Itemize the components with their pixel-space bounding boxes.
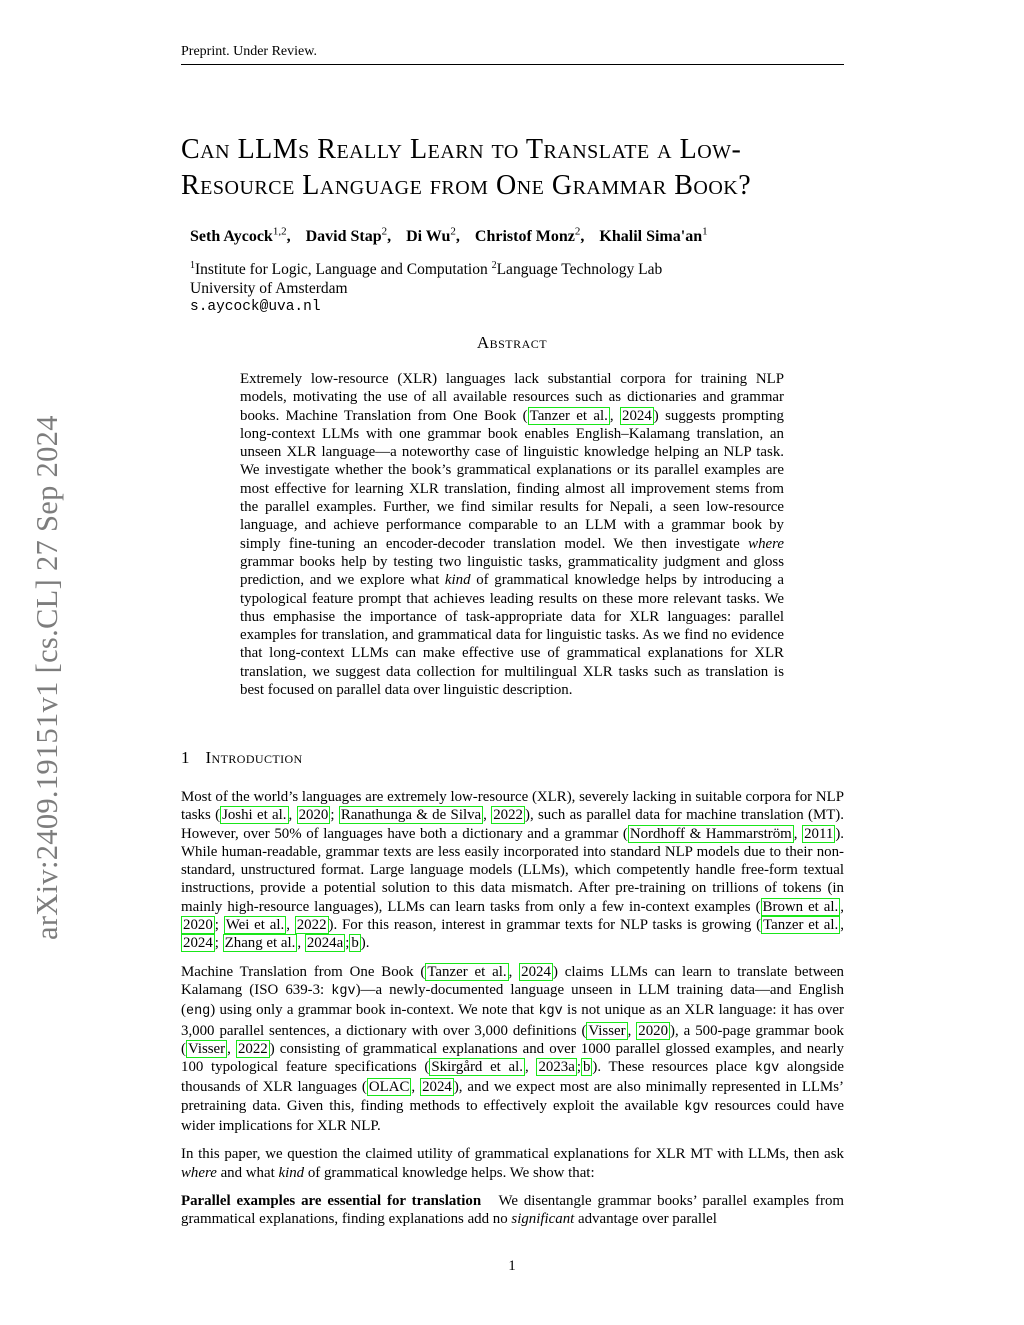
- affiliation-mark: 1: [190, 260, 195, 271]
- citation-link[interactable]: Tanzer et al.: [763, 917, 839, 934]
- citation-link[interactable]: b: [582, 1059, 591, 1076]
- emphasis: where: [748, 535, 784, 552]
- citation-link[interactable]: Joshi et al.: [222, 807, 287, 824]
- text: ;: [345, 935, 350, 952]
- author-affiliation-mark: 2: [381, 226, 388, 238]
- citation-link[interactable]: Ranathunga & de Silva: [340, 807, 482, 824]
- page-number: 1: [508, 1258, 516, 1274]
- running-head: Preprint. Under Review.: [181, 44, 844, 65]
- author-affiliation-mark: 1: [702, 226, 708, 238]
- citation-link[interactable]: 2011: [804, 825, 834, 842]
- text: ,: [627, 1022, 637, 1039]
- abstract-body: Extremely low-resource (XLR) languages lack substantial corpora for training NLP models, motivating the use of all available resources such as dictionaries and grammar books. Machine Translation from One Book ( Tanzer et al. , 2024 ) suggests prompting long-context LLMs with one grammar book enables English–Kalamang translation, an unseen XLR language—a noteworthy case of linguistic knowledge helping an NLP task. We investigate whether the book’s grammatical explanations or its parallel examples are most effective for learning XLR translation, finding almost all improvement stems from the parallel examples. Further, we find similar results for Nepali, a seen low-resource language, and achieve performance comparable to an LLM with a grammar book by simply fine-tuning an encoder-decoder translation model. We then investigate where grammar books help by testing two linguistic tasks, grammaticality judgment and gloss prediction, and we explore what kind of grammatical knowledge helps by introducing a typological feature prompt that achieves leading results on these more relevant tasks. We thus emphasise the importance of task-appropriate data for XLR languages: parallel examples for translation, and grammatical data for linguistic tasks. As we find no evidence that long-context LLMs can make effective use of grammatical explanations for XLR translation, we suggest data collection for multilingual XLR tasks such as translation is best focused on parallel data over linguistic description.: [240, 371, 784, 699]
- text: ,: [840, 898, 844, 915]
- author: Di Wu$^2$,: [406, 226, 460, 246]
- text: ). While human-readable, grammar texts are less easily incorporated into standard NLP models due to their non-standard, unstructured format. Large language models (LLMs), which competently handle free-form textual instructions, provide a potential solution to this data mismatch. After pre-training on trillions of tokens (in mainly high-resource languages), LLMs can learn tasks from only a few in-context examples (: [181, 825, 844, 915]
- text: ), and we expect most are also minimally represented in LLMs’ pretraining data. Given this, finding methods to effectively exploit the available: [181, 1079, 845, 1114]
- text: and what: [216, 1164, 279, 1181]
- introduction-body: [181, 788, 848, 1239]
- citation-link[interactable]: 2022: [237, 1040, 268, 1057]
- author-list: [190, 226, 719, 246]
- institution-2: Language Technology Lab: [496, 261, 663, 279]
- text: resources could have wider implications for XLR NLP.: [181, 1097, 844, 1135]
- author-affiliation-mark: 2: [574, 226, 581, 238]
- paragraph: [181, 1145, 844, 1182]
- text: ,: [227, 1040, 236, 1057]
- code-term: kgv: [538, 1004, 563, 1020]
- citation-link[interactable]: 2020: [183, 917, 213, 934]
- code-term: kgv: [684, 1099, 709, 1115]
- university: University of Amsterdam: [190, 280, 348, 298]
- text: advantage over parallel: [574, 1211, 717, 1228]
- text: Most of the world’s languages are extremely low-resource (XLR), severely lacking in suitable corpora for NLP tasks (: [181, 789, 844, 824]
- text: ,: [411, 1079, 421, 1096]
- text: Machine Translation from One Book (: [181, 963, 426, 980]
- citation-link[interactable]: Nordhoff & Hammarström: [629, 825, 792, 842]
- text: Extremely low-resource (XLR) languages lack substantial corpora for training NLP models, motivating the use of all available resources such as dictionaries and grammar books. Machine Translation from One Book (: [240, 371, 784, 424]
- author: David Stap$^2$,: [305, 226, 392, 246]
- text: ;: [214, 917, 224, 934]
- citation-link[interactable]: 2022: [493, 807, 523, 824]
- author-name: Di Wu: [406, 228, 451, 246]
- citation-link[interactable]: Tanzer et al.: [427, 963, 507, 980]
- title-line-1: Can LLMs Really Learn to Translate a Low-: [181, 134, 742, 165]
- text: ,: [286, 917, 295, 934]
- email-link[interactable]: s.aycock@uva.nl: [190, 299, 321, 316]
- citation-link[interactable]: Visser: [187, 1040, 226, 1057]
- text: ,: [793, 825, 803, 842]
- text: ) consisting of grammatical explanations and over 1000 parallel glossed examples, and nearly 100 typological feature specifications (: [181, 1040, 844, 1076]
- text: grammar books help by testing two linguistic tasks, grammaticality judgment and gloss prediction, and we explore what: [240, 553, 784, 589]
- paragraph: [181, 1192, 848, 1229]
- text: of grammatical knowledge helps by introducing a typological feature prompt that achieves leading results on these more relevant tasks. We thus emphasise the importance of task-appropriate data for XLR languages: parallel examples for translation, and grammatical data for linguistic tasks. As we find no evidence that long-context LLMs can make effective use of grammatical explanations for XLR translation, we suggest data collection for multilingual XLR tasks such as translation is best focused on parallel data over linguistic description.: [240, 572, 784, 699]
- citation-link[interactable]: 2023a: [538, 1059, 575, 1076]
- text: ,: [483, 807, 492, 824]
- paper-title: [181, 132, 861, 204]
- author: [599, 228, 707, 245]
- citation-link[interactable]: 2024: [183, 935, 213, 952]
- citation-link[interactable]: 2020: [298, 807, 329, 824]
- author: Christof Monz$^2$,: [474, 226, 585, 246]
- emphasis: kind: [278, 1164, 305, 1181]
- text: ) suggests prompting long-context LLMs with one grammar book enables English–Kalamang translation, an unseen XLR language—a noteworthy case of linguistic knowledge helping an NLP task. We investigate whether the book’s grammatical explanations or its parallel examples are most effective for learning XLR translation, finding almost all improvement stems from the parallel examples. Further, we find similar results for Nepali, a seen low-resource language, and achieve performance comparable to an LLM with a grammar book by simply fine-tuning an encoder-decoder translation model. We then investigate: [240, 407, 784, 552]
- author-name: Seth Aycock: [190, 228, 273, 246]
- abstract-heading: Abstract: [476, 333, 548, 352]
- text: ,: [288, 807, 297, 824]
- citation-link[interactable]: 2022: [296, 917, 327, 934]
- text: ,: [525, 1059, 537, 1076]
- emphasis: significant: [511, 1211, 575, 1228]
- code-term: kgv: [331, 983, 356, 999]
- affiliation-mark: 2: [491, 260, 497, 271]
- citation-link[interactable]: 2020: [638, 1022, 669, 1039]
- author-name: Christof Monz: [474, 228, 575, 246]
- author-affiliation-mark: 2: [450, 226, 456, 238]
- paragraph: [181, 963, 844, 1136]
- citation-link[interactable]: 2024a: [306, 935, 344, 952]
- title-line-2: Resource Language from One Grammar Book?: [181, 170, 752, 201]
- citation-link[interactable]: 2024: [622, 407, 652, 424]
- emphasis: where: [181, 1164, 217, 1181]
- author-name: David Stap: [305, 228, 382, 246]
- emphasis: kind: [444, 572, 471, 589]
- text: is not unique as an XLR language: it has over 3,000 parallel sentences, a dictionary with over 3,000 definitions (: [181, 1002, 844, 1039]
- text: of grammatical knowledge helps. We show that:: [304, 1164, 595, 1181]
- institution-1: Institute for Logic, Language and Computation: [195, 261, 488, 279]
- code-term: eng: [185, 1004, 211, 1020]
- text: alongside thousands of XLR languages (: [181, 1059, 844, 1096]
- citation-link[interactable]: OLAC: [368, 1079, 410, 1096]
- author: Seth Aycock$^{1,2}$,: [190, 226, 291, 246]
- text: ). For this reason, interest in grammar texts for NLP tasks is growing (: [328, 917, 762, 934]
- citation-link[interactable]: b: [351, 935, 359, 952]
- text: ) claims LLMs can learn to translate between Kalamang (ISO 639-3:: [181, 963, 845, 998]
- text: ;: [576, 1059, 581, 1076]
- text: ,: [840, 917, 844, 934]
- text: ). These resources place: [592, 1059, 755, 1076]
- citation-link[interactable]: Brown et al.: [762, 898, 839, 915]
- citation-link[interactable]: Wei et al.: [225, 917, 285, 934]
- institutions-line: [190, 256, 662, 279]
- section-title: Introduction: [205, 748, 303, 767]
- citation-link[interactable]: 2024: [422, 1079, 452, 1096]
- text: ), such as parallel data for machine translation (MT). However, over 50% of languages have both a dictionary and a grammar (: [181, 807, 844, 842]
- text: ) using only a grammar book in-context. We note that: [210, 1002, 539, 1019]
- text: ).: [360, 935, 370, 952]
- text: ), a 500-page grammar book (: [181, 1022, 844, 1057]
- text: ,: [508, 963, 520, 980]
- text: ;: [330, 807, 339, 824]
- citation-link[interactable]: 2024: [521, 963, 551, 980]
- citation-link[interactable]: Zhang et al.: [224, 935, 296, 952]
- citation-link[interactable]: Visser: [588, 1022, 626, 1039]
- paragraph-heading: Parallel examples are essential for translation: [181, 1192, 482, 1209]
- code-term: kgv: [754, 1061, 780, 1077]
- text: ,: [297, 935, 305, 952]
- citation-link[interactable]: Skirgård et al.: [431, 1059, 523, 1076]
- arxiv-identifier[interactable]: arXiv:2409.19151v1 [cs.CL] 27 Sep 2024: [30, 415, 64, 940]
- text: )—a newly-documented language unseen in LLM training data—and English (: [181, 981, 844, 1019]
- text: ;: [214, 935, 223, 952]
- text: In this paper, we question the claimed utility of grammatical explanations for XLR MT with LLMs, then ask: [181, 1146, 844, 1163]
- author-affiliation-mark: 1,2: [272, 226, 287, 238]
- section-heading: [181, 748, 303, 768]
- section-number: 1: [181, 748, 190, 767]
- affiliations: [190, 256, 662, 317]
- paragraph: [181, 788, 844, 953]
- author-name: Khalil Sima'an: [599, 228, 703, 246]
- citation-link[interactable]: Tanzer et al.: [529, 407, 608, 424]
- text: We disentangle grammar books’ parallel examples from grammatical explanations, finding explanations add no: [181, 1192, 848, 1228]
